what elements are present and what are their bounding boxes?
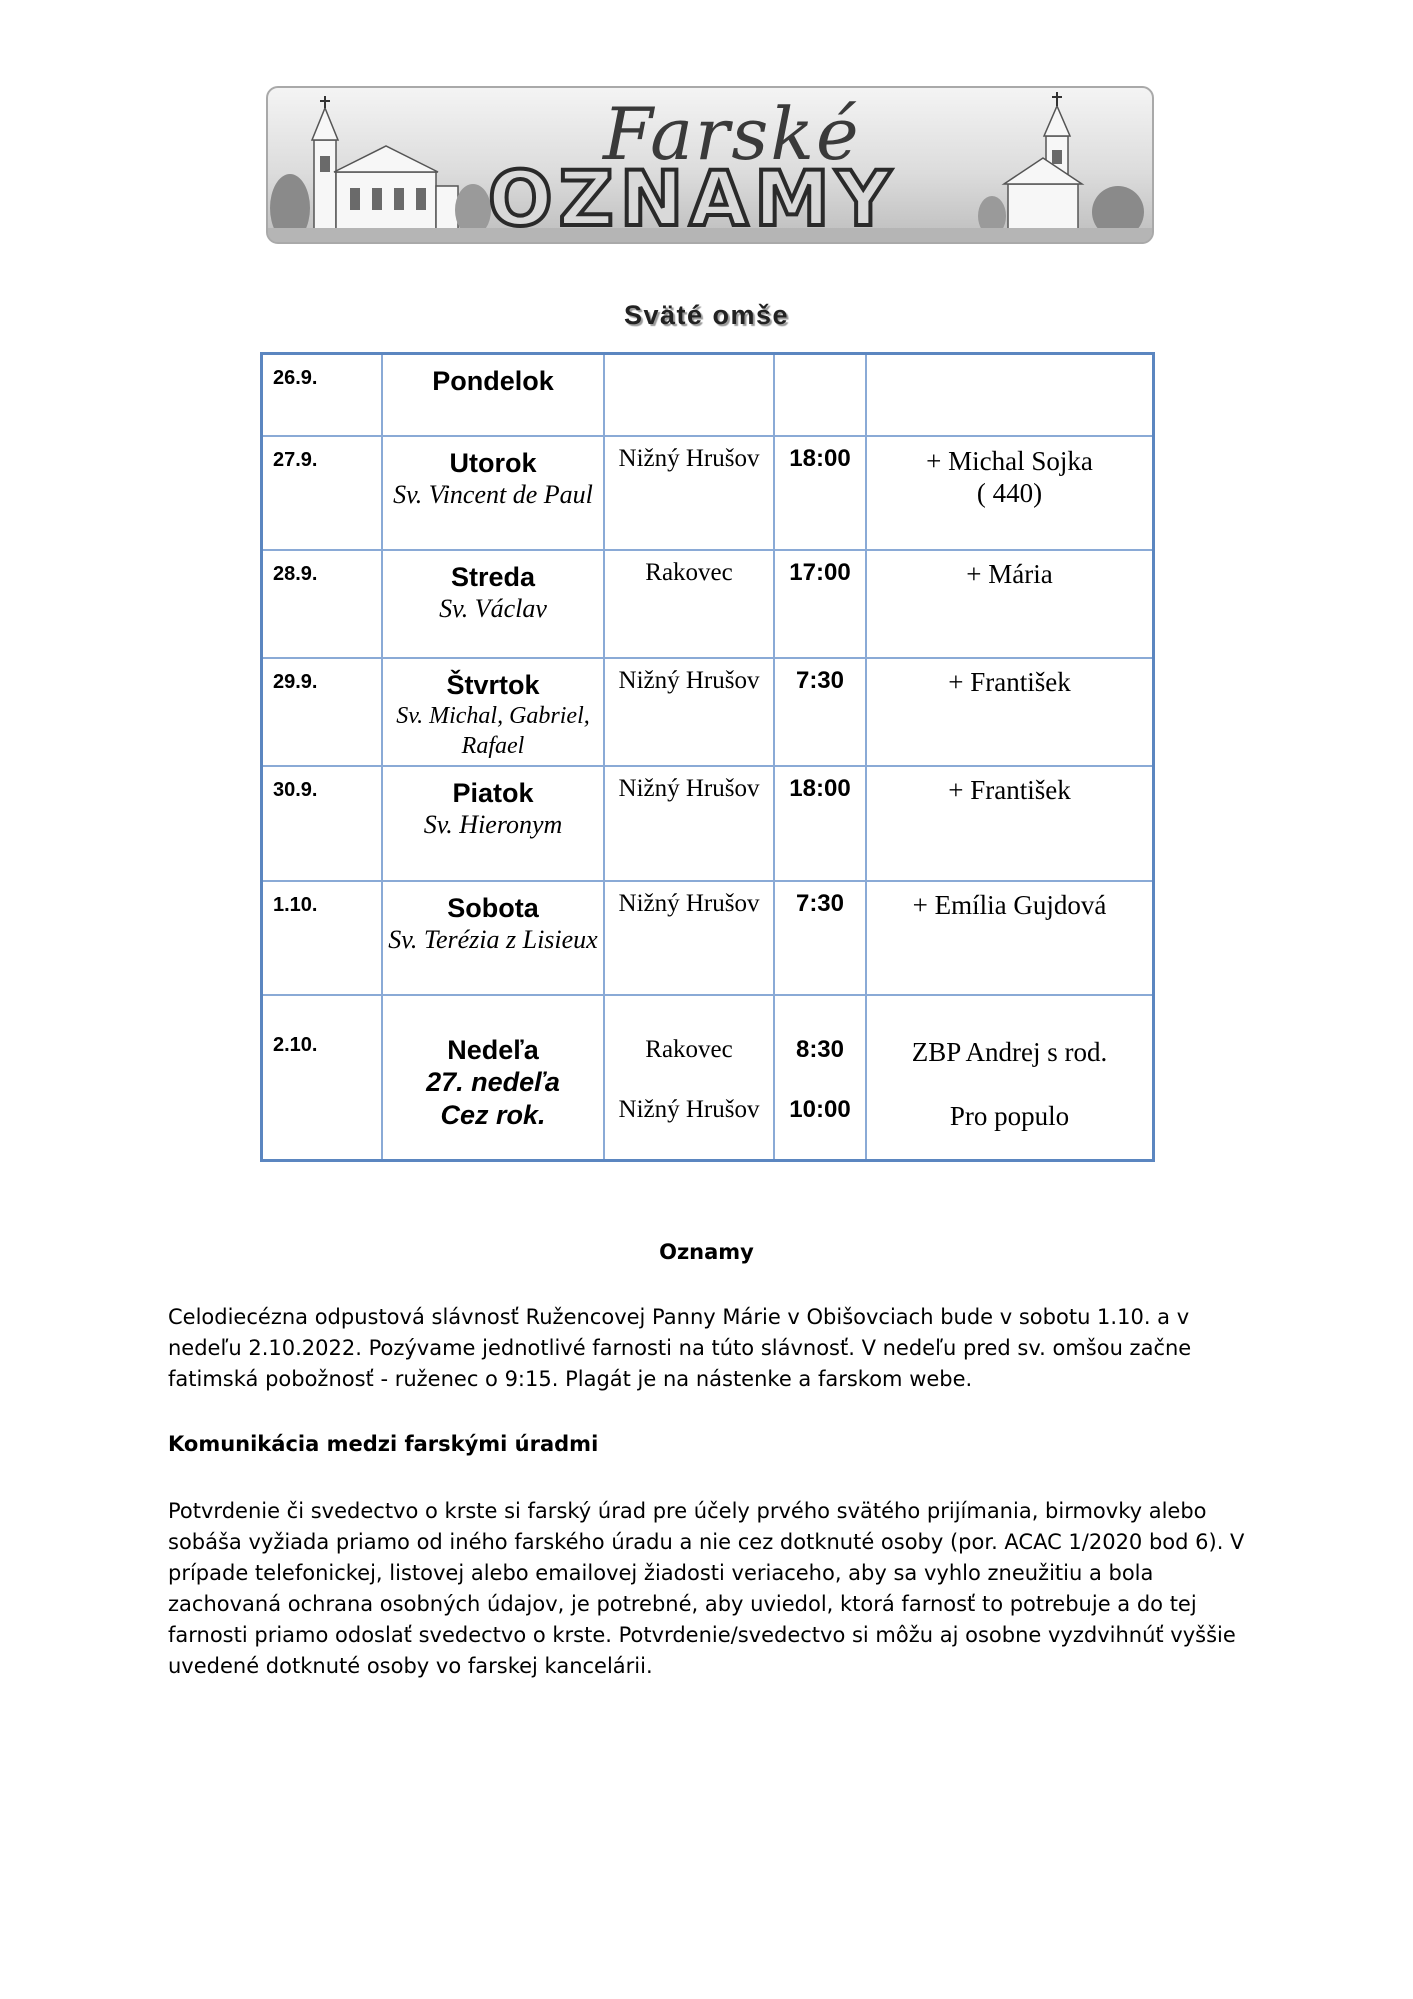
time-cell: 17:00	[774, 550, 866, 658]
date-cell: 26.9.	[262, 354, 383, 436]
intention-cell: + Emília Gujdová	[866, 881, 1154, 995]
place-cell: Nižný Hrušov	[604, 436, 774, 550]
time-cell	[774, 354, 866, 436]
place-cell: Rakovec	[604, 550, 774, 658]
place-second: Nižný Hrušov	[618, 1095, 760, 1123]
day-name: Piatok	[452, 777, 534, 808]
day-name: Štvrtok	[446, 669, 540, 700]
date-cell: 30.9.	[262, 766, 383, 881]
intention-note: ( 440)	[976, 477, 1043, 508]
day-cell	[382, 658, 604, 766]
intention-cell	[866, 995, 1154, 1161]
saint-name: Sv. Michal, Gabriel, Rafael	[396, 702, 590, 759]
sunday-title: 27. nedeľa	[426, 1066, 560, 1097]
day-name: Utorok	[449, 447, 537, 478]
mass-schedule-heading: Sväté omše	[623, 300, 790, 330]
banner-script-title: Farské	[603, 92, 861, 176]
day-cell	[382, 881, 604, 995]
place-cell: Nižný Hrušov	[604, 658, 774, 766]
table-row	[262, 550, 1154, 658]
intention-cell: + František	[866, 658, 1154, 766]
date-cell: 27.9.	[262, 436, 383, 550]
saint-name: Sv. Terézia z Lisieux	[388, 924, 598, 954]
saint-name: Sv. Vincent de Paul	[393, 479, 593, 509]
announcement-paragraph: Celodiecézna odpustová slávnosť Ružencovej Panny Márie v Obišovciach bude v sobotu 1.10. a v nedeľu 2.10.2022. Pozývame jednotlivé farnosti na túto slávnosť. V nedeľu pred sv. omšou začne fatimská pobožnosť - ruženec o 9:15. Plagát je na nástenke a farskom webe.	[168, 1305, 1192, 1391]
saint-name: Sv. Václav	[439, 593, 547, 623]
sunday-title-2: Cez rok.	[440, 1099, 546, 1130]
banner-main-title: OZNAMY	[488, 154, 897, 243]
date-cell: 1.10.	[262, 881, 383, 995]
time-first: 8:30	[795, 1035, 845, 1063]
place-first: Rakovec	[645, 1035, 733, 1063]
time-cell: 7:30	[774, 658, 866, 766]
day-cell	[382, 766, 604, 881]
table-row	[262, 995, 1154, 1161]
intention-cell: + František	[866, 766, 1154, 881]
place-cell: Nižný Hrušov	[604, 881, 774, 995]
day-cell	[382, 436, 604, 550]
day-name: Nedeľa	[447, 1034, 539, 1065]
place-cell	[604, 354, 774, 436]
day-cell	[382, 995, 604, 1161]
time-second: 10:00	[789, 1095, 851, 1123]
header-banner	[266, 86, 1154, 244]
day-name: Streda	[450, 561, 536, 592]
day-name: Sobota	[447, 892, 539, 923]
announcement-subtitle: Komunikácia medzi farskými úradmi	[168, 1432, 599, 1456]
place-cell	[604, 995, 774, 1161]
time-cell: 18:00	[774, 766, 866, 881]
announcement-paragraph: Potvrdenie či svedectvo o krste si farský úrad pre účely prvého svätého prijímania, birmovky alebo sobáša vyžiada priamo od iného farského úradu a nie cez dotknuté osoby (por. ACAC 1/2020 bod 6). V prípade telefonickej, listovej alebo emailovej žiadosti veriaceho, aby sa vyhlo zneužitiu a bola zachovaná ochrana osobných údajov, je potrebné, aby uviedol, ktorá farnosť to potrebuje a do tej farnosti priamo odoslať svedectvo o krste. Potvrdenie/svedectvo si môžu aj osobne vyzdvihnúť vyššie uvedené dotknuté osoby vo farskej kancelárii.	[168, 1499, 1245, 1678]
intention-text: + Michal Sojka	[926, 445, 1093, 476]
intention-cell: + Mária	[866, 550, 1154, 658]
intention-second: Pro populo	[949, 1100, 1070, 1131]
date-cell: 2.10.	[262, 995, 383, 1161]
time-cell: 7:30	[774, 881, 866, 995]
table-row	[262, 658, 1154, 766]
saint-name: Sv. Hieronym	[423, 809, 563, 839]
table-row	[262, 881, 1154, 995]
day-cell	[382, 354, 604, 436]
day-name: Pondelok	[432, 366, 554, 396]
mass-schedule-table	[260, 352, 1155, 1162]
date-cell: 29.9.	[262, 658, 383, 766]
day-cell	[382, 550, 604, 658]
time-cell	[774, 995, 866, 1161]
table-row	[262, 436, 1154, 550]
table-row	[262, 354, 1154, 436]
announcements-title: Oznamy	[659, 1240, 754, 1264]
intention-cell	[866, 354, 1154, 436]
intention-cell	[866, 436, 1154, 550]
intention-first: ZBP Andrej s rod.	[911, 1036, 1108, 1067]
table-row	[262, 766, 1154, 881]
date-cell: 28.9.	[262, 550, 383, 658]
time-cell: 18:00	[774, 436, 866, 550]
place-cell: Nižný Hrušov	[604, 766, 774, 881]
